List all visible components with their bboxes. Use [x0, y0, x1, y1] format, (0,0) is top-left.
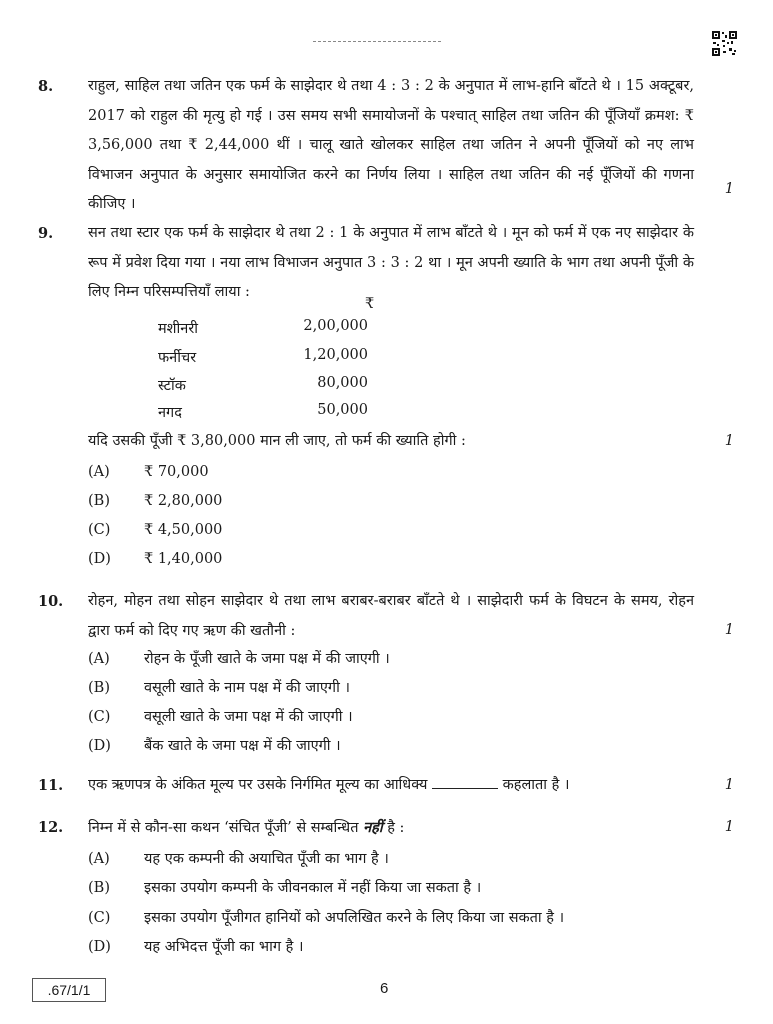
option-label: (B)	[88, 880, 110, 896]
option-label: (D)	[88, 939, 111, 955]
page-number: 6	[380, 980, 389, 997]
question-number: 12.	[38, 819, 64, 836]
option-a[interactable]	[88, 458, 209, 488]
question-line: यदि उसकी पूँजी ₹ 3,80,000 मान ली जाए, तो फर्म की ख्याति होगी :	[88, 433, 466, 449]
option-text: ₹ 70,000	[144, 464, 209, 480]
option-a[interactable]	[88, 645, 390, 675]
option-text: ₹ 2,80,000	[144, 493, 223, 509]
option-b[interactable]	[88, 487, 222, 517]
option-b[interactable]	[88, 674, 350, 704]
option-label: (D)	[88, 551, 111, 567]
question-text: सन तथा स्टार एक फर्म के साझेदार थे तथा 2 : 1 के अनुपात में लाभ बाँटते थे । मून को फर्म में एक नए साझेदार के रूप में प्रवेश दिया गया । नया लाभ विभाजन अनुपात 3 : 3 : 2 था । मून अपनी ख्याति के भाग तथा अपनी पूँजी के लिए निम्न परिसम्पत्तियाँ लाया :	[88, 225, 694, 300]
question-marks: 1	[724, 181, 734, 197]
option-c[interactable]	[88, 904, 564, 934]
question-text: रोहन, मोहन तथा सोहन साझेदार थे तथा लाभ बराबर-बराबर बाँटते थे । साझेदारी फर्म के विघटन के समय, रोहन द्वारा फर्म को दिए गए ऋण की खतौनी :	[88, 593, 694, 639]
option-label: (C)	[88, 709, 111, 725]
question-number: 11.	[38, 777, 64, 794]
option-label: (B)	[88, 493, 110, 509]
option-text: वसूली खाते के नाम पक्ष में की जाएगी ।	[144, 680, 350, 696]
question-text	[88, 771, 694, 801]
question-emphasis: नहीं	[363, 819, 383, 836]
option-text: ₹ 1,40,000	[144, 551, 223, 567]
option-text: यह एक कम्पनी की अयाचित पूँजी का भाग है ।	[144, 851, 389, 867]
question-number: 10.	[38, 593, 64, 610]
option-d[interactable]	[88, 545, 222, 575]
question-text-before: एक ऋणपत्र के अंकित मूल्य पर उसके निर्गमित मूल्य का आधिक्य	[88, 777, 428, 793]
question-marks: 1	[724, 433, 734, 449]
question-marks: 1	[724, 819, 734, 835]
option-label: (A)	[88, 464, 110, 480]
asset-name: फर्नीचर	[158, 350, 197, 366]
asset-name: मशीनरी	[158, 321, 199, 337]
option-text: ₹ 4,50,000	[144, 522, 223, 538]
option-label: (C)	[88, 522, 111, 538]
asset-name: नगद	[158, 405, 182, 421]
option-label: (B)	[88, 680, 110, 696]
option-text: इसका उपयोग पूँजीगत हानियों को अपलिखित करने के लिए किया जा सकता है ।	[144, 910, 565, 926]
qr-code-icon	[711, 30, 738, 57]
asset-value: 2,00,000	[303, 318, 368, 334]
asset-value: 50,000	[317, 402, 368, 418]
header-dashed-line	[313, 41, 441, 42]
option-d[interactable]	[88, 732, 341, 762]
option-a[interactable]	[88, 845, 389, 875]
currency-header: ₹	[365, 296, 375, 312]
option-text: इसका उपयोग कम्पनी के जीवनकाल में नहीं किया जा सकता है ।	[144, 880, 482, 896]
asset-value: 1,20,000	[303, 347, 368, 363]
option-b[interactable]	[88, 874, 481, 904]
option-label: (C)	[88, 910, 111, 926]
paper-code-box: .67/1/1	[32, 978, 106, 1002]
option-label: (A)	[88, 651, 110, 667]
option-text: वसूली खाते के जमा पक्ष में की जाएगी ।	[144, 709, 353, 725]
option-c[interactable]	[88, 703, 353, 733]
option-text: रोहन के पूँजी खाते के जमा पक्ष में की जाएगी ।	[144, 651, 390, 667]
option-text: बैंक खाते के जमा पक्ष में की जाएगी ।	[144, 738, 341, 754]
question-number: 9.	[38, 225, 54, 242]
question-text-before: निम्न में से कौन-सा कथन ‘संचित पूँजी’ से सम्बन्धित	[88, 820, 359, 836]
question-text-after: है :	[387, 820, 405, 836]
option-label: (D)	[88, 738, 111, 754]
question-marks: 1	[724, 777, 734, 793]
asset-value: 80,000	[317, 375, 368, 391]
question-text: राहुल, साहिल तथा जतिन एक फर्म के साझेदार थे तथा 4 : 3 : 2 के अनुपात में लाभ-हानि बाँटते थे । 15 अक्टूबर, 2017 को राहुल की मृत्यु हो गई । उस समय सभी समायोजनों के पश्चात् साहिल तथा जतिन की पूँजियाँ क्रमश: ₹ 3,56,000 तथा ₹ 2,44,000 थीं । चालू खाते खोलकर साहिल तथा जतिन ने अपनी पूँजियों को नए लाभ विभाजन अनुपात के अनुसार समायोजित करने का निर्णय लिया । साहिल तथा जतिन की नई पूँजियों की गणना कीजिए ।	[88, 78, 694, 212]
question-text	[88, 813, 694, 844]
question-marks: 1	[724, 622, 734, 638]
option-c[interactable]	[88, 516, 222, 546]
option-text: यह अभिदत्त पूँजी का भाग है ।	[144, 939, 304, 955]
option-label: (A)	[88, 851, 110, 867]
question-text-after: कहलाता है ।	[502, 777, 570, 793]
question-number: 8.	[38, 78, 54, 95]
option-d[interactable]	[88, 933, 303, 963]
asset-name: स्टॉक	[158, 378, 186, 394]
fill-in-blank[interactable]	[432, 774, 498, 789]
